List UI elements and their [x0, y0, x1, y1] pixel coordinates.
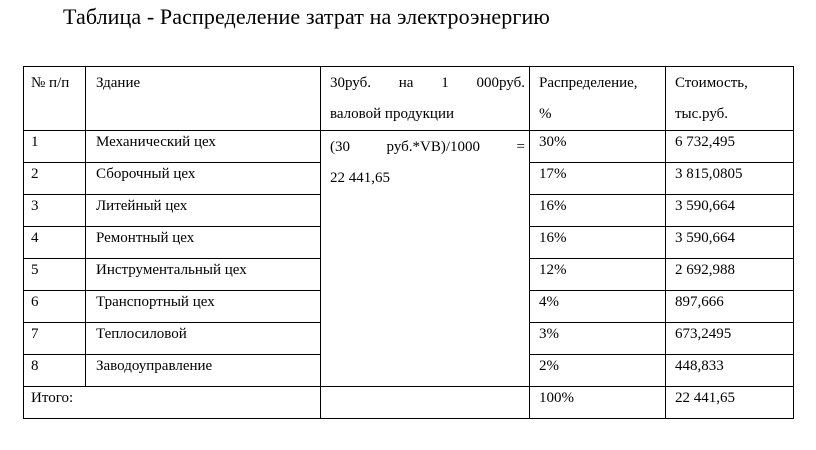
header-base-word: на [398, 75, 414, 91]
row-num: 3 [24, 195, 86, 227]
row-cost: 3 815,0805 [666, 163, 794, 195]
total-empty-cell [321, 387, 530, 419]
total-distribution: 100% [530, 387, 666, 419]
header-distribution-line2: % [539, 106, 552, 122]
row-building: Ремонтный цех [86, 227, 321, 259]
row-distribution: 2% [530, 355, 666, 387]
row-distribution: 4% [530, 291, 666, 323]
formula-cell [321, 131, 530, 387]
row-distribution: 17% [530, 163, 666, 195]
cost-distribution-table [23, 66, 794, 419]
header-num: № п/п [24, 67, 86, 131]
total-row [24, 387, 794, 419]
header-base-line2: валовой продукции [330, 106, 455, 122]
header-base-word: 30руб. [330, 75, 371, 91]
row-distribution: 16% [530, 227, 666, 259]
formula-word: руб.*VB)/1000 [386, 139, 481, 155]
page-title: Таблица - Распределение затрат на электроэнергию [63, 4, 550, 29]
row-building: Транспортный цех [86, 291, 321, 323]
row-num: 8 [24, 355, 86, 387]
row-distribution: 12% [530, 259, 666, 291]
row-distribution: 30% [530, 131, 666, 163]
row-building: Инструментальный цех [86, 259, 321, 291]
formula-result: 22 441,65 [330, 170, 390, 186]
formula-word: (30 [330, 139, 350, 155]
header-distribution [530, 67, 666, 131]
row-num: 7 [24, 323, 86, 355]
header-distribution-line1: Распределение, [539, 75, 638, 91]
row-num: 5 [24, 259, 86, 291]
header-cost-line1: Стоимость, [675, 75, 748, 91]
total-label: Итого: [24, 387, 321, 419]
row-building: Механический цех [86, 131, 321, 163]
row-cost: 3 590,664 [666, 195, 794, 227]
row-cost: 448,833 [666, 355, 794, 387]
row-cost: 673,2495 [666, 323, 794, 355]
row-building: Сборочный цех [86, 163, 321, 195]
row-cost: 897,666 [666, 291, 794, 323]
row-distribution: 3% [530, 323, 666, 355]
header-cost [666, 67, 794, 131]
header-base-word: 000руб. [476, 75, 525, 91]
row-cost: 2 692,988 [666, 259, 794, 291]
row-distribution: 16% [530, 195, 666, 227]
row-building: Литейный цех [86, 195, 321, 227]
row-cost: 6 732,495 [666, 131, 794, 163]
header-building: Здание [86, 67, 321, 131]
row-num: 2 [24, 163, 86, 195]
row-num: 1 [24, 131, 86, 163]
formula-word: = [516, 139, 525, 155]
total-cost: 22 441,65 [666, 387, 794, 419]
row-building: Заводоуправление [86, 355, 321, 387]
header-cost-line2: тыс.руб. [675, 106, 729, 122]
row-building: Теплосиловой [86, 323, 321, 355]
row-cost: 3 590,664 [666, 227, 794, 259]
table-row [24, 131, 794, 163]
header-base [321, 67, 530, 131]
row-num: 4 [24, 227, 86, 259]
table-header-row [24, 67, 794, 131]
header-base-word: 1 [441, 75, 449, 91]
row-num: 6 [24, 291, 86, 323]
